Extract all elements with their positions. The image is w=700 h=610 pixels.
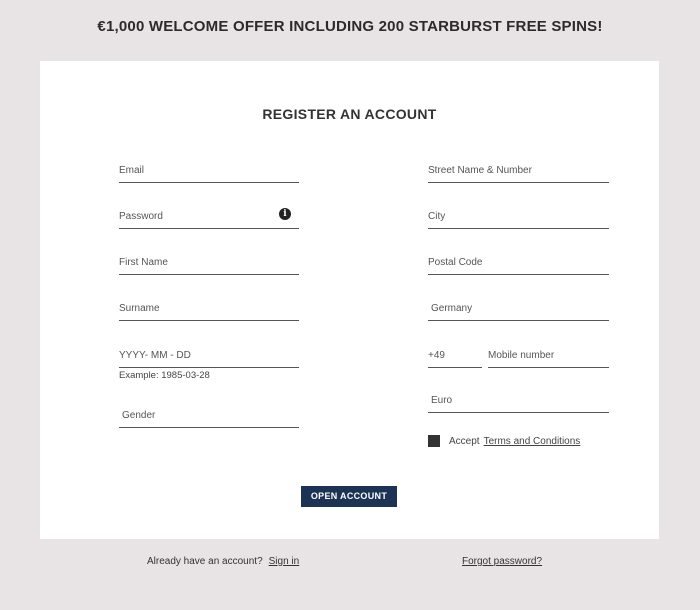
email-placeholder: Email <box>119 165 145 176</box>
street-field[interactable] <box>428 156 609 183</box>
mobile-placeholder: Mobile number <box>488 350 555 361</box>
gender-value: Gender <box>122 410 156 421</box>
city-field[interactable] <box>428 202 609 229</box>
city-placeholder: City <box>428 211 446 222</box>
currency-select[interactable] <box>428 386 609 413</box>
postal-code-field[interactable] <box>428 248 609 275</box>
email-field[interactable] <box>119 156 299 183</box>
accept-terms <box>428 435 580 447</box>
country-select[interactable] <box>428 294 609 321</box>
surname-field[interactable] <box>119 294 299 321</box>
dob-placeholder: YYYY- MM - DD <box>119 350 191 361</box>
street-placeholder: Street Name & Number <box>428 165 532 176</box>
postal-code-placeholder: Postal Code <box>428 257 483 268</box>
sign-in-prompt <box>147 556 299 567</box>
first-name-placeholder: First Name <box>119 257 168 268</box>
accept-label: Accept <box>449 435 480 447</box>
terms-link[interactable]: Terms and Conditions <box>483 435 581 447</box>
mobile-field[interactable] <box>488 341 609 368</box>
date-of-birth-field[interactable] <box>119 341 299 368</box>
forgot-password-link[interactable]: Forgot password? <box>462 556 543 567</box>
promo-banner: €1,000 WELCOME OFFER INCLUDING 200 STARBURST FREE SPINS! <box>97 18 603 35</box>
register-card <box>40 61 659 539</box>
first-name-field[interactable] <box>119 248 299 275</box>
have-account-text: Already have an account? <box>147 556 263 567</box>
dob-hint: Example: 1985-03-28 <box>119 370 210 381</box>
sign-in-link[interactable]: Sign in <box>268 556 300 567</box>
gender-select[interactable] <box>119 401 299 428</box>
surname-placeholder: Surname <box>119 303 160 314</box>
password-field[interactable] <box>119 202 299 229</box>
currency-value: Euro <box>431 395 453 406</box>
phone-prefix-value: +49 <box>428 350 445 361</box>
info-icon[interactable]: i <box>279 208 291 220</box>
phone-prefix-select[interactable] <box>428 341 482 368</box>
form-title: REGISTER AN ACCOUNT <box>262 106 437 122</box>
open-account-button[interactable]: OPEN ACCOUNT <box>301 486 397 507</box>
country-value: Germany <box>431 303 473 314</box>
password-placeholder: Password <box>119 211 163 222</box>
terms-checkbox[interactable] <box>428 435 440 447</box>
